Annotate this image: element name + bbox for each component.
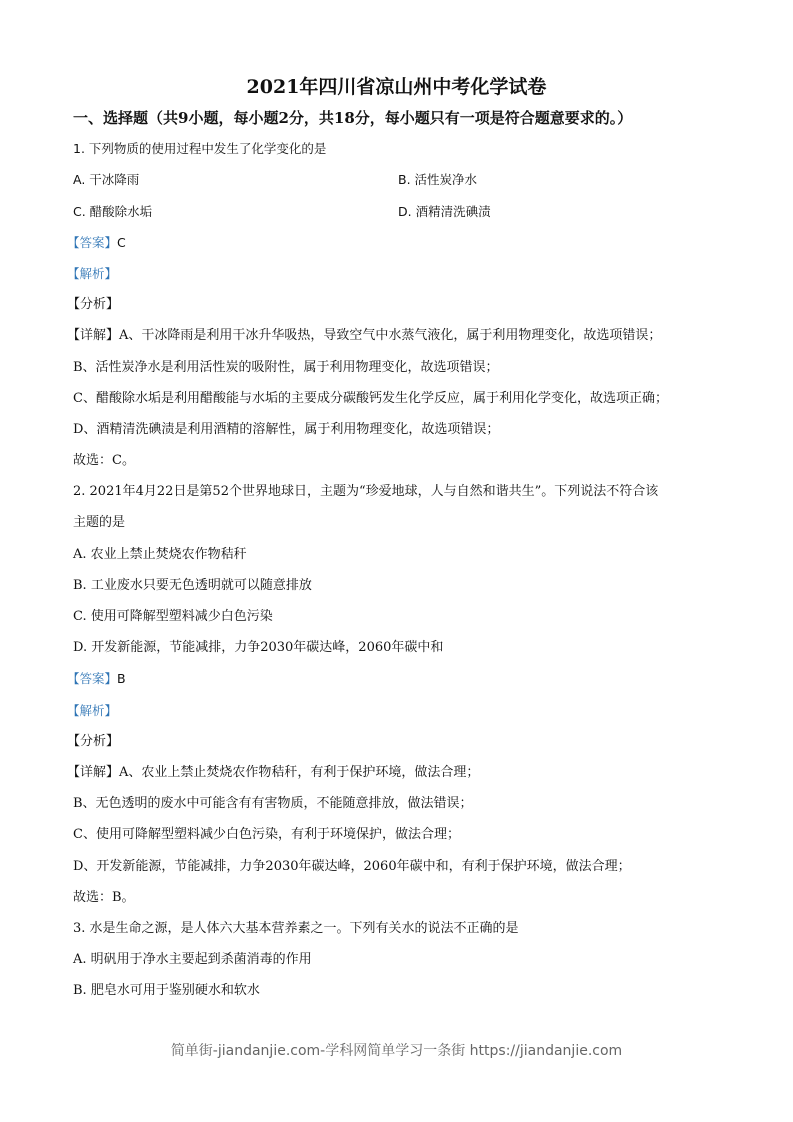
- detail-line: C、醋酸除水垢是利用醋酸能与水垢的主要成分碳酸钙发生化学反应，属于利用化学变化，故选项正确；: [73, 390, 668, 406]
- answer-value: C: [117, 234, 126, 250]
- detail-line: C、使用可降解型塑料减少白色污染，有利于环境保护，做法合理；: [73, 827, 460, 843]
- option-c: C. 使用可降解型塑料减少白色污染: [73, 609, 273, 624]
- option-a: A. 农业上禁止焚烧农作物秸秆: [73, 546, 247, 562]
- detail-line: 【详解】A、干冰降雨是利用干冰升华吸热，导致空气中水蒸气液化，属于利用物理变化，故选项错误；: [67, 328, 662, 344]
- option-d: D. 开发新能源，节能减排，力争2030年碳达峰，2060年碳中和: [73, 640, 444, 656]
- fenxi-label: 【分析】: [67, 297, 120, 313]
- detail-line: D、开发新能源，节能减排，力争2030年碳达峰，2060年碳中和，有利于保护环境，做法合理；: [73, 858, 631, 874]
- answer-label: 【答案】: [67, 234, 118, 250]
- page-title: 2021年四川省凉山州中考化学试卷: [246, 76, 547, 98]
- option-c: C. 醋酸除水垢: [73, 203, 153, 219]
- footer-watermark: 简单街-jiandanjie.com-学科网简单学习一条街 https://jiandanjie.com: [170, 1043, 623, 1059]
- option-d: D. 酒精清洗碘渍: [398, 203, 491, 219]
- answer-line: [67, 233, 733, 264]
- question-3-stem: 3. 水是生命之源，是人体六大基本营养素之一。下列有关水的说法不正确的是: [73, 920, 519, 936]
- question-1-options-ab: [73, 170, 733, 201]
- conclusion-line: 故选：B。: [73, 889, 135, 905]
- fenxi-label: 【分析】: [67, 733, 120, 749]
- answer-value: B: [117, 671, 126, 687]
- question-2-stem-cont: 主题的是: [73, 515, 126, 531]
- conclusion-line: 故选：C。: [73, 453, 135, 469]
- question-1-stem: 1. 下列物质的使用过程中发生了化学变化的是: [73, 141, 327, 157]
- option-b: B. 工业废水只要无色透明就可以随意排放: [73, 577, 312, 593]
- option-a: A. 明矾用于净水主要起到杀菌消毒的作用: [73, 952, 312, 968]
- jiexi-label: 【解析】: [67, 702, 118, 718]
- option-a: A. 干冰降雨: [73, 172, 140, 188]
- answer-label: 【答案】: [67, 671, 118, 687]
- document-body: [67, 108, 733, 1012]
- question-2-stem: 2. 2021年4月22日是第52个世界地球日，主题为“珍爱地球，人与自然和谐共生”。下列说法不符合该: [73, 484, 659, 500]
- answer-line: [67, 669, 733, 700]
- detail-line: 【详解】A、农业上禁止焚烧农作物秸秆，有利于保护环境，做法合理；: [67, 764, 480, 780]
- section-heading: 一、选择题（共9小题，每小题2分，共18分，每小题只有一项是符合题意要求的。）: [73, 109, 633, 127]
- question-1-options-cd: [73, 202, 733, 233]
- detail-line: D、酒精清洗碘渍是利用酒精的溶解性，属于利用物理变化，故选项错误；: [73, 421, 500, 437]
- jiexi-label: 【解析】: [67, 265, 118, 281]
- option-b: B. 活性炭净水: [398, 172, 478, 188]
- detail-line: B、无色透明的废水中可能含有有害物质，不能随意排放，做法错误；: [73, 796, 473, 812]
- option-b: B. 肥皂水可用于鉴别硬水和软水: [73, 983, 260, 999]
- detail-line: B、活性炭净水是利用活性炭的吸附性，属于利用物理变化，故选项错误；: [73, 359, 499, 375]
